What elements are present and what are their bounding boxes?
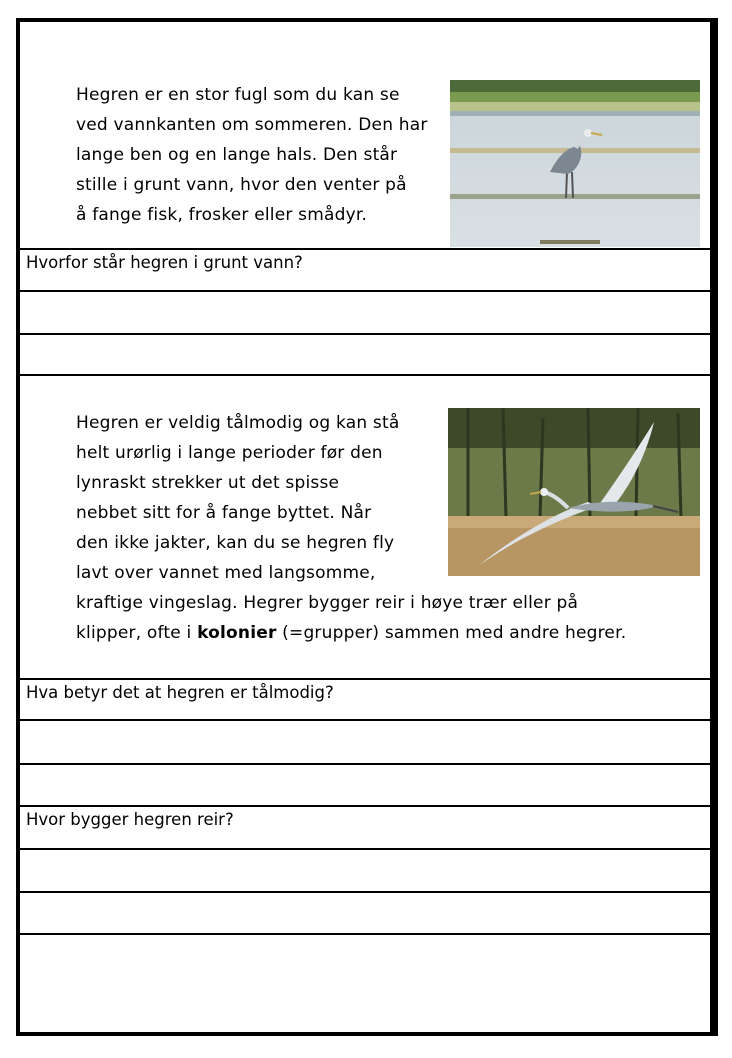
answer-line[interactable] xyxy=(20,290,710,292)
paragraph-line: ved vannkanten om sommeren. Den har xyxy=(76,115,428,135)
bold-term-kolonier: kolonier xyxy=(197,623,277,643)
row-divider xyxy=(20,248,710,250)
paragraph-line: lynraskt strekker ut det spisse xyxy=(76,473,340,493)
text-segment: (=grupper) sammen med andre hegrer. xyxy=(276,623,627,643)
paragraph-line: Hegren er en stor fugl som du kan se xyxy=(76,85,400,105)
paragraph-line: å fange fisk, frosker eller smådyr. xyxy=(76,205,368,225)
row-divider xyxy=(20,933,710,935)
question-shallow-water: Hvorfor står hegren i grunt vann? xyxy=(26,253,303,272)
paragraph-line: helt urørlig i lange perioder før den xyxy=(76,443,383,463)
row-divider xyxy=(20,678,710,680)
answer-line[interactable] xyxy=(20,891,710,893)
paragraph-line: stille i grunt vann, hvor den venter på xyxy=(76,175,407,195)
paragraph-line: kraftige vingeslag. Hegrer bygger reir i høye trær eller på xyxy=(76,593,579,613)
paragraph-heron-intro xyxy=(76,80,456,230)
flying-heron-photo xyxy=(448,408,700,576)
answer-line[interactable] xyxy=(20,848,710,850)
paragraph-line: nebbet sitt for å fange byttet. Når xyxy=(76,503,372,523)
answer-line[interactable] xyxy=(20,719,710,721)
row-divider xyxy=(20,805,710,807)
answer-line[interactable] xyxy=(20,333,710,335)
paragraph-line: lange ben og en lange hals. Den står xyxy=(76,145,398,165)
standing-heron-photo xyxy=(450,80,700,247)
paragraph-line: lavt over vannet med langsomme, xyxy=(76,563,376,583)
paragraph-line: den ikke jakter, kan du se hegren fly xyxy=(76,533,395,553)
question-patient: Hva betyr det at hegren er tålmodig? xyxy=(26,683,334,702)
worksheet-page xyxy=(16,18,718,1036)
paragraph-line: Hegren er veldig tålmodig og kan stå xyxy=(76,413,400,433)
question-nest: Hvor bygger hegren reir? xyxy=(26,810,234,829)
answer-line[interactable] xyxy=(20,763,710,765)
section-divider xyxy=(20,374,710,376)
paragraph-line xyxy=(76,618,666,648)
text-segment: klipper, ofte i xyxy=(76,623,198,643)
